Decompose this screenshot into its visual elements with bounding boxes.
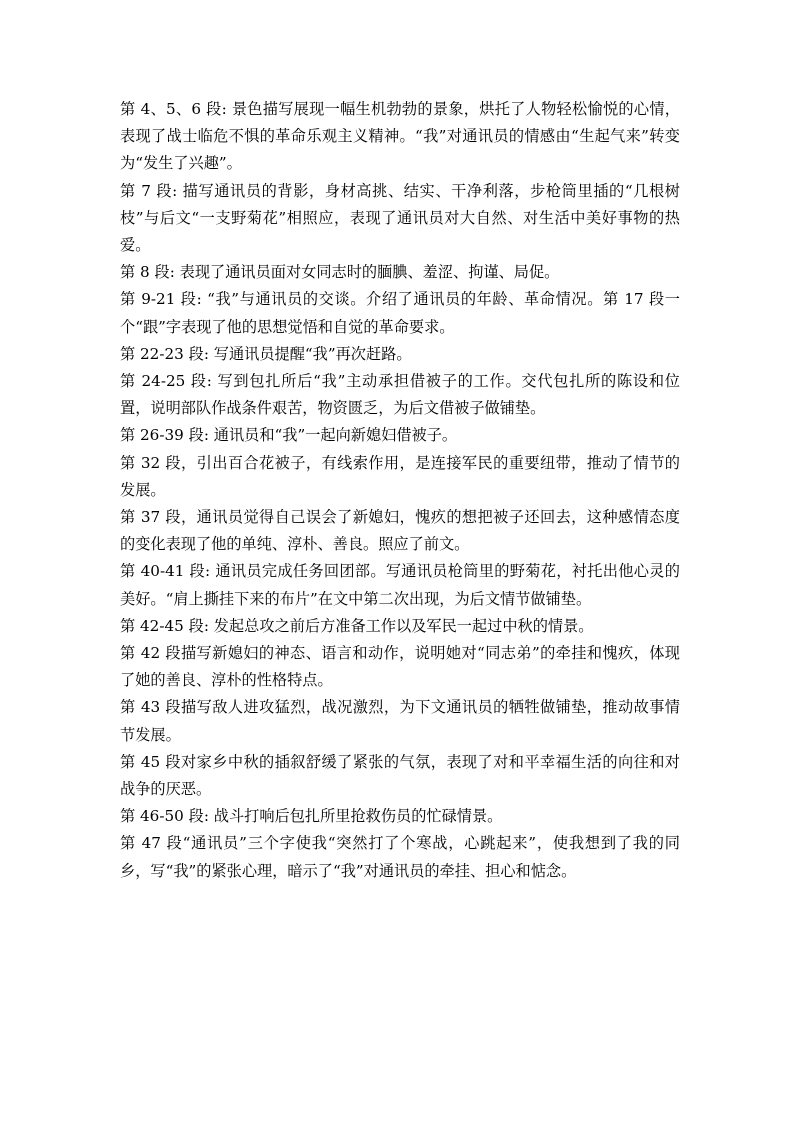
paragraph-26-39: 第 26-39 段: 通讯员和“我”一起向新媳妇借被子。 bbox=[120, 426, 458, 445]
paragraph-43: 第 43 段描写敌人进攻猛烈，战况激烈，为下文通讯员的牺牲做铺垫，推动故事情节发展。 bbox=[120, 698, 680, 744]
paragraph-24-25: 第 24-25 段: 写到包扎所后“我”主动承担借被子的工作。交代包扎所的陈设和位置，说明部队作战条件艰苦，物资匮乏，为后文借被子做铺垫。 bbox=[120, 372, 680, 418]
paragraph-32: 第 32 段，引出百合花被子，有线索作用，是连接军民的重要纽带，推动了情节的发展。 bbox=[120, 453, 680, 499]
paragraph-45: 第 45 段对家乡中秋的插叙舒缓了紧张的气氛，表现了对和平幸福生活的向往和对战争的厌恶。 bbox=[120, 752, 680, 799]
paragraph-7: 第 7 段: 描写通讯员的背影，身材高挑、结实、干净利落，步枪筒里插的“几根树枝”与后文“一支野菊花”相照应，表现了通讯员对大自然、对生活中美好事物的热爱。 bbox=[120, 181, 680, 255]
paragraph-22-23: 第 22-23 段: 写通讯员提醒“我”再次赶路。 bbox=[120, 344, 412, 363]
document-body bbox=[120, 96, 680, 885]
paragraph-8: 第 8 段: 表现了通讯员面对女同志时的腼腆、羞涩、拘谨、局促。 bbox=[120, 263, 560, 282]
paragraph-42: 第 42 段描写新媳妇的神态、语言和动作，说明她对“同志弟”的牵挂和愧疚，体现了她的善良、淳朴的性格特点。 bbox=[120, 644, 680, 690]
paragraph-40-41: 第 40-41 段: 通讯员完成任务回团部。写通讯员枪筒里的野菊花，衬托出他心灵的美好。“肩上撕挂下来的布片”在文中第二次出现，为后文情节做铺垫。 bbox=[120, 562, 680, 608]
paragraph-47: 第 47 段“通讯员”三个字使我“突然打了个寒战，心跳起来”，使我想到了我的同乡，写“我”的紧张心理，暗示了“我”对通讯员的牵挂、担心和惦念。 bbox=[120, 834, 680, 880]
paragraph-4-6: 第 4、5、6 段: 景色描写展现一幅生机勃勃的景象，烘托了人物轻松愉悦的心情，表现了战士临危不惧的革命乐观主义精神。“我”对通讯员的情感由“生起气来”转变为“发生了兴趣”。 bbox=[120, 100, 680, 173]
paragraph-46-50: 第 46-50 段: 战斗打响后包扎所里抢救伤员的忙碌情景。 bbox=[120, 807, 503, 826]
paragraph-37: 第 37 段，通讯员觉得自己误会了新媳妇，愧疚的想把被子还回去，这种感情态度的变化表现了他的单纯、淳朴、善良。照应了前文。 bbox=[120, 508, 680, 554]
paragraph-42-45: 第 42-45 段: 发起总攻之前后方准备工作以及军民一起过中秋的情景。 bbox=[120, 616, 594, 635]
paragraph-9-21: 第 9-21 段: “我”与通讯员的交谈。介绍了通讯员的年龄、革命情况。第 17 段一个“跟”字表现了他的思想觉悟和自觉的革命要求。 bbox=[120, 290, 680, 336]
